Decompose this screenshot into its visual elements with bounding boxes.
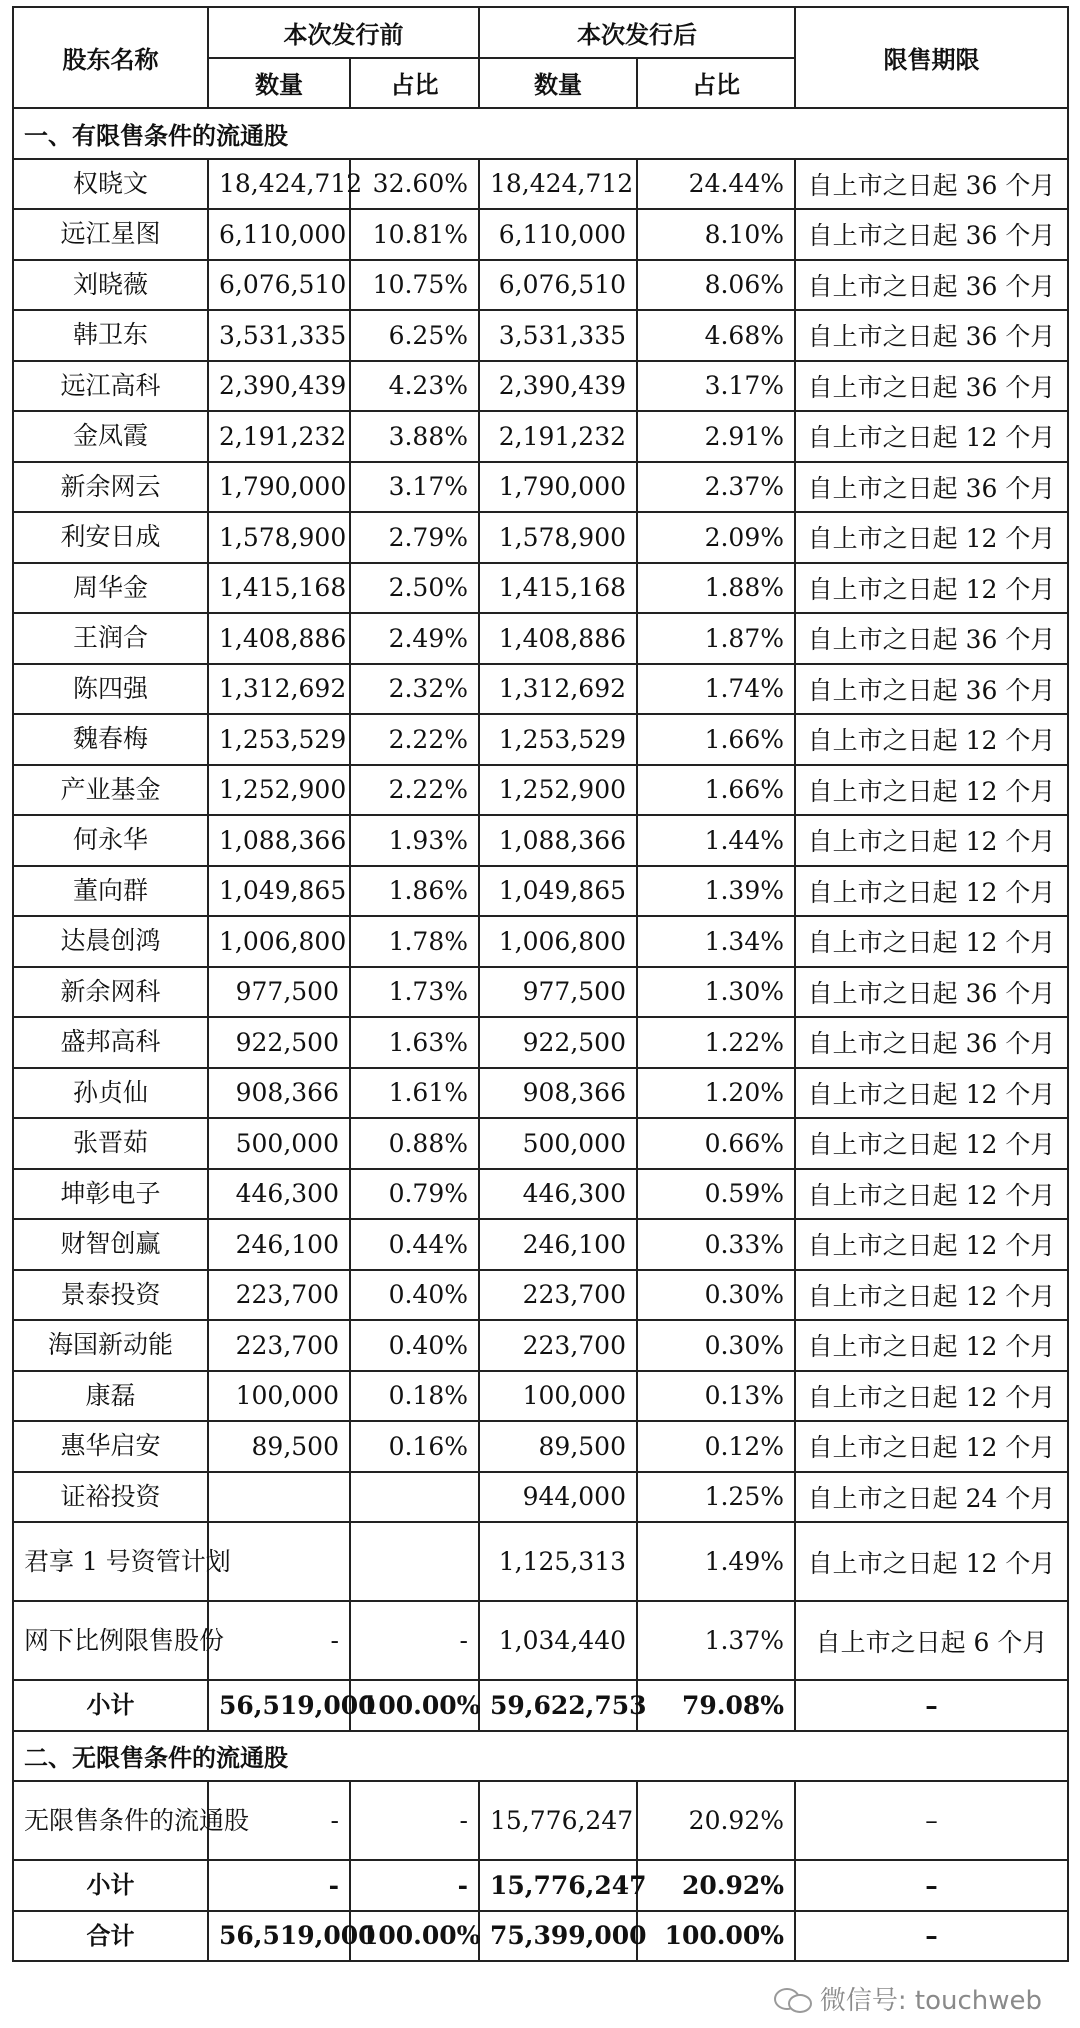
qty-before: 89,500: [208, 1421, 350, 1472]
wechat-icon: [774, 1986, 812, 2012]
qty-after: 1,312,692: [479, 664, 637, 715]
pct-before: 0.40%: [350, 1270, 479, 1321]
qty-before: -: [208, 1601, 350, 1680]
lockup-period: 自上市之日起 12 个月: [795, 1522, 1068, 1601]
qty-after: 6,076,510: [479, 260, 637, 311]
pct-after: 0.33%: [637, 1219, 795, 1270]
qty-after: 1,252,900: [479, 765, 637, 816]
pct-before: 1.86%: [350, 866, 479, 917]
pct-before: 2.22%: [350, 765, 479, 816]
pct-before: 2.22%: [350, 714, 479, 765]
pct-after: 0.30%: [637, 1320, 795, 1371]
pct-after: 1.66%: [637, 714, 795, 765]
pct-before: 4.23%: [350, 361, 479, 412]
qty-before: 246,100: [208, 1219, 350, 1270]
header-qty-after: 数量: [479, 58, 637, 109]
qty-after: 1,088,366: [479, 815, 637, 866]
table-row: [13, 916, 1068, 967]
table-row: [13, 664, 1068, 715]
shareholder-name: 魏春梅: [13, 714, 208, 765]
shareholder-name: 景泰投资: [13, 1270, 208, 1321]
lockup-period: 自上市之日起 12 个月: [795, 1371, 1068, 1422]
pct-after: 1.74%: [637, 664, 795, 715]
table-row: [13, 1522, 1068, 1601]
qty-before: 908,366: [208, 1068, 350, 1119]
qty-after: 1,790,000: [479, 462, 637, 513]
qty-after: 246,100: [479, 1219, 637, 1270]
table-row: [13, 1219, 1068, 1270]
lockup-period: –: [795, 1781, 1068, 1860]
lockup-period: 自上市之日起 12 个月: [795, 1421, 1068, 1472]
table-row: [13, 1017, 1068, 1068]
table-row: [13, 1421, 1068, 1472]
pct-after: 0.30%: [637, 1270, 795, 1321]
pct-before: -: [350, 1860, 479, 1911]
pct-after: 3.17%: [637, 361, 795, 412]
shareholder-name: 王润合: [13, 613, 208, 664]
lockup-period: –: [795, 1911, 1068, 1962]
pct-after: 20.92%: [637, 1860, 795, 1911]
qty-after: 3,531,335: [479, 310, 637, 361]
shareholder-name: 小计: [13, 1680, 208, 1731]
lockup-period: 自上市之日起 12 个月: [795, 1270, 1068, 1321]
section-title: 二、无限售条件的流通股: [13, 1731, 1068, 1782]
qty-after: 977,500: [479, 967, 637, 1018]
pct-before: 1.63%: [350, 1017, 479, 1068]
total-row: [13, 1680, 1068, 1731]
qty-after: 1,006,800: [479, 916, 637, 967]
qty-before: 3,531,335: [208, 310, 350, 361]
total-row: [13, 1911, 1068, 1962]
pct-before: 1.78%: [350, 916, 479, 967]
qty-before: 922,500: [208, 1017, 350, 1068]
pct-after: 1.20%: [637, 1068, 795, 1119]
pct-after: 2.09%: [637, 512, 795, 563]
shareholder-name: 证裕投资: [13, 1472, 208, 1523]
pct-after: 0.59%: [637, 1169, 795, 1220]
table-row: [13, 1781, 1068, 1860]
pct-after: 1.66%: [637, 765, 795, 816]
pct-before: 3.17%: [350, 462, 479, 513]
total-row: [13, 1860, 1068, 1911]
pct-before: 1.61%: [350, 1068, 479, 1119]
shareholder-name: 海国新动能: [13, 1320, 208, 1371]
qty-before: 1,415,168: [208, 563, 350, 614]
pct-after: 1.37%: [637, 1601, 795, 1680]
table-row: [13, 1472, 1068, 1523]
pct-after: 2.37%: [637, 462, 795, 513]
shareholder-name: 惠华启安: [13, 1421, 208, 1472]
lockup-period: 自上市之日起 12 个月: [795, 1219, 1068, 1270]
pct-after: 24.44%: [637, 159, 795, 210]
qty-after: 1,415,168: [479, 563, 637, 614]
lockup-period: 自上市之日起 36 个月: [795, 209, 1068, 260]
qty-after: 446,300: [479, 1169, 637, 1220]
shareholder-name: 小计: [13, 1860, 208, 1911]
qty-after: 89,500: [479, 1421, 637, 1472]
table-row: [13, 613, 1068, 664]
header-qty-before: 数量: [208, 58, 350, 109]
section-title: 一、有限售条件的流通股: [13, 108, 1068, 159]
table-row: [13, 967, 1068, 1018]
pct-before: 0.79%: [350, 1169, 479, 1220]
pct-before: [350, 1472, 479, 1523]
pct-after: 0.13%: [637, 1371, 795, 1422]
lockup-period: 自上市之日起 36 个月: [795, 462, 1068, 513]
lockup-period: 自上市之日起 12 个月: [795, 512, 1068, 563]
header-after: 本次发行后: [479, 7, 795, 58]
qty-before: 1,253,529: [208, 714, 350, 765]
qty-before: 1,790,000: [208, 462, 350, 513]
qty-after: 15,776,247: [479, 1860, 637, 1911]
shareholder-name: 新余网科: [13, 967, 208, 1018]
lockup-period: 自上市之日起 12 个月: [795, 1320, 1068, 1371]
shareholder-name: 盛邦高科: [13, 1017, 208, 1068]
section-row-restricted: [13, 108, 1068, 159]
header-period: 限售期限: [795, 7, 1068, 108]
shareholder-name: 坤彰电子: [13, 1169, 208, 1220]
pct-after: 79.08%: [637, 1680, 795, 1731]
shareholder-name: 合计: [13, 1911, 208, 1962]
pct-before: 32.60%: [350, 159, 479, 210]
pct-after: 4.68%: [637, 310, 795, 361]
shareholder-name: 无限售条件的流通股: [13, 1781, 208, 1860]
lockup-period: 自上市之日起 36 个月: [795, 664, 1068, 715]
header-pct-after: 占比: [637, 58, 795, 109]
pct-before: 2.32%: [350, 664, 479, 715]
qty-after: 922,500: [479, 1017, 637, 1068]
table-row: [13, 1270, 1068, 1321]
table-row: [13, 1169, 1068, 1220]
pct-before: 2.49%: [350, 613, 479, 664]
lockup-period: 自上市之日起 12 个月: [795, 866, 1068, 917]
shareholder-name: 新余网云: [13, 462, 208, 513]
lockup-period: 自上市之日起 24 个月: [795, 1472, 1068, 1523]
pct-before: 6.25%: [350, 310, 479, 361]
watermark-text: 微信号: touchweb: [819, 1986, 1042, 2016]
qty-before: 56,519,000: [208, 1680, 350, 1731]
qty-after: 1,034,440: [479, 1601, 637, 1680]
lockup-period: 自上市之日起 36 个月: [795, 159, 1068, 210]
pct-before: 0.44%: [350, 1219, 479, 1270]
shareholder-name: 达晨创鸿: [13, 916, 208, 967]
shareholder-name: 韩卫东: [13, 310, 208, 361]
pct-before: 100.00%: [350, 1911, 479, 1962]
pct-after: 100.00%: [637, 1911, 795, 1962]
table-row: [13, 159, 1068, 210]
lockup-period: –: [795, 1680, 1068, 1731]
pct-after: 1.22%: [637, 1017, 795, 1068]
pct-after: 1.87%: [637, 613, 795, 664]
qty-before: 1,252,900: [208, 765, 350, 816]
shareholder-table: [12, 6, 1069, 1962]
pct-after: 0.66%: [637, 1118, 795, 1169]
pct-before: 2.50%: [350, 563, 479, 614]
qty-before: 2,390,439: [208, 361, 350, 412]
qty-after: 2,390,439: [479, 361, 637, 412]
qty-before: 500,000: [208, 1118, 350, 1169]
qty-after: 1,578,900: [479, 512, 637, 563]
qty-after: 500,000: [479, 1118, 637, 1169]
shareholder-name: 金凤霞: [13, 411, 208, 462]
qty-before: 18,424,712: [208, 159, 350, 210]
pct-after: 20.92%: [637, 1781, 795, 1860]
pct-before: -: [350, 1781, 479, 1860]
pct-before: 0.16%: [350, 1421, 479, 1472]
table-row: [13, 866, 1068, 917]
table-row: [13, 1118, 1068, 1169]
pct-after: 1.44%: [637, 815, 795, 866]
pct-before: 1.93%: [350, 815, 479, 866]
lockup-period: 自上市之日起 12 个月: [795, 714, 1068, 765]
shareholder-name: 何永华: [13, 815, 208, 866]
lockup-period: 自上市之日起 12 个月: [795, 1169, 1068, 1220]
qty-after: 1,125,313: [479, 1522, 637, 1601]
qty-after: 944,000: [479, 1472, 637, 1523]
qty-before: -: [208, 1781, 350, 1860]
shareholder-name: 陈四强: [13, 664, 208, 715]
lockup-period: 自上市之日起 36 个月: [795, 613, 1068, 664]
pct-after: 1.49%: [637, 1522, 795, 1601]
table-row: [13, 765, 1068, 816]
lockup-period: –: [795, 1860, 1068, 1911]
table-row: [13, 563, 1068, 614]
table-row: [13, 512, 1068, 563]
pct-before: 10.75%: [350, 260, 479, 311]
qty-before: 6,076,510: [208, 260, 350, 311]
pct-before: 0.18%: [350, 1371, 479, 1422]
shareholder-name: 康磊: [13, 1371, 208, 1422]
qty-before: 1,049,865: [208, 866, 350, 917]
lockup-period: 自上市之日起 36 个月: [795, 260, 1068, 311]
qty-after: 18,424,712: [479, 159, 637, 210]
qty-before: 6,110,000: [208, 209, 350, 260]
lockup-period: 自上市之日起 12 个月: [795, 1068, 1068, 1119]
qty-after: 908,366: [479, 1068, 637, 1119]
qty-after: 1,408,886: [479, 613, 637, 664]
lockup-period: 自上市之日起 36 个月: [795, 361, 1068, 412]
lockup-period: 自上市之日起 12 个月: [795, 815, 1068, 866]
header-before: 本次发行前: [208, 7, 479, 58]
qty-after: 59,622,753: [479, 1680, 637, 1731]
table-row: [13, 714, 1068, 765]
table-row: [13, 1371, 1068, 1422]
pct-after: 1.25%: [637, 1472, 795, 1523]
qty-before: -: [208, 1860, 350, 1911]
qty-before: 223,700: [208, 1320, 350, 1371]
pct-before: 3.88%: [350, 411, 479, 462]
pct-before: 100.00%: [350, 1680, 479, 1731]
table-row: [13, 815, 1068, 866]
shareholder-name: 利安日成: [13, 512, 208, 563]
pct-before: 0.88%: [350, 1118, 479, 1169]
shareholder-name: 产业基金: [13, 765, 208, 816]
qty-after: 15,776,247: [479, 1781, 637, 1860]
qty-after: 2,191,232: [479, 411, 637, 462]
lockup-period: 自上市之日起 12 个月: [795, 563, 1068, 614]
shareholder-name: 张晋茹: [13, 1118, 208, 1169]
table-row: [13, 462, 1068, 513]
header-name: 股东名称: [13, 7, 208, 108]
qty-after: 1,049,865: [479, 866, 637, 917]
lockup-period: 自上市之日起 36 个月: [795, 967, 1068, 1018]
table-row: [13, 411, 1068, 462]
shareholder-name: 君享 1 号资管计划: [13, 1522, 208, 1601]
pct-after: 0.12%: [637, 1421, 795, 1472]
lockup-period: 自上市之日起 36 个月: [795, 310, 1068, 361]
table-row: [13, 209, 1068, 260]
table-row: [13, 1601, 1068, 1680]
lockup-period: 自上市之日起 36 个月: [795, 1017, 1068, 1068]
shareholder-name: 权晓文: [13, 159, 208, 210]
pct-after: 1.30%: [637, 967, 795, 1018]
shareholder-name: 网下比例限售股份: [13, 1601, 208, 1680]
qty-before: 1,006,800: [208, 916, 350, 967]
table-row: [13, 310, 1068, 361]
shareholder-name: 周华金: [13, 563, 208, 614]
lockup-period: 自上市之日起 12 个月: [795, 411, 1068, 462]
table-row: [13, 1068, 1068, 1119]
qty-after: 100,000: [479, 1371, 637, 1422]
pct-before: [350, 1522, 479, 1601]
table-row: [13, 260, 1068, 311]
pct-after: 2.91%: [637, 411, 795, 462]
qty-before: 1,408,886: [208, 613, 350, 664]
table-row: [13, 361, 1068, 412]
shareholder-name: 财智创赢: [13, 1219, 208, 1270]
pct-before: -: [350, 1601, 479, 1680]
qty-before: 1,312,692: [208, 664, 350, 715]
section-row-unrestricted: [13, 1731, 1068, 1782]
qty-after: 6,110,000: [479, 209, 637, 260]
lockup-period: 自上市之日起 12 个月: [795, 1118, 1068, 1169]
qty-before: 446,300: [208, 1169, 350, 1220]
pct-before: 10.81%: [350, 209, 479, 260]
pct-after: 1.34%: [637, 916, 795, 967]
qty-before: [208, 1472, 350, 1523]
pct-before: 1.73%: [350, 967, 479, 1018]
pct-before: 2.79%: [350, 512, 479, 563]
qty-before: 977,500: [208, 967, 350, 1018]
qty-before: 100,000: [208, 1371, 350, 1422]
shareholder-name: 远江高科: [13, 361, 208, 412]
header-pct-before: 占比: [350, 58, 479, 109]
qty-after: 223,700: [479, 1320, 637, 1371]
pct-after: 1.39%: [637, 866, 795, 917]
qty-before: 2,191,232: [208, 411, 350, 462]
qty-before: 56,519,000: [208, 1911, 350, 1962]
qty-after: 223,700: [479, 1270, 637, 1321]
header-row-1: [13, 7, 1068, 58]
lockup-period: 自上市之日起 12 个月: [795, 916, 1068, 967]
shareholder-name: 董向群: [13, 866, 208, 917]
lockup-period: 自上市之日起 12 个月: [795, 765, 1068, 816]
shareholder-name: 刘晓薇: [13, 260, 208, 311]
pct-after: 8.10%: [637, 209, 795, 260]
pct-after: 8.06%: [637, 260, 795, 311]
qty-after: 1,253,529: [479, 714, 637, 765]
shareholder-name: 孙贞仙: [13, 1068, 208, 1119]
table-row: [13, 1320, 1068, 1371]
shareholder-name: 远江星图: [13, 209, 208, 260]
lockup-period: 自上市之日起 6 个月: [795, 1601, 1068, 1680]
pct-before: 0.40%: [350, 1320, 479, 1371]
pct-after: 1.88%: [637, 563, 795, 614]
qty-before: 1,578,900: [208, 512, 350, 563]
qty-after: 75,399,000: [479, 1911, 637, 1962]
qty-before: 1,088,366: [208, 815, 350, 866]
wechat-watermark: [774, 1980, 1042, 2017]
qty-before: 223,700: [208, 1270, 350, 1321]
